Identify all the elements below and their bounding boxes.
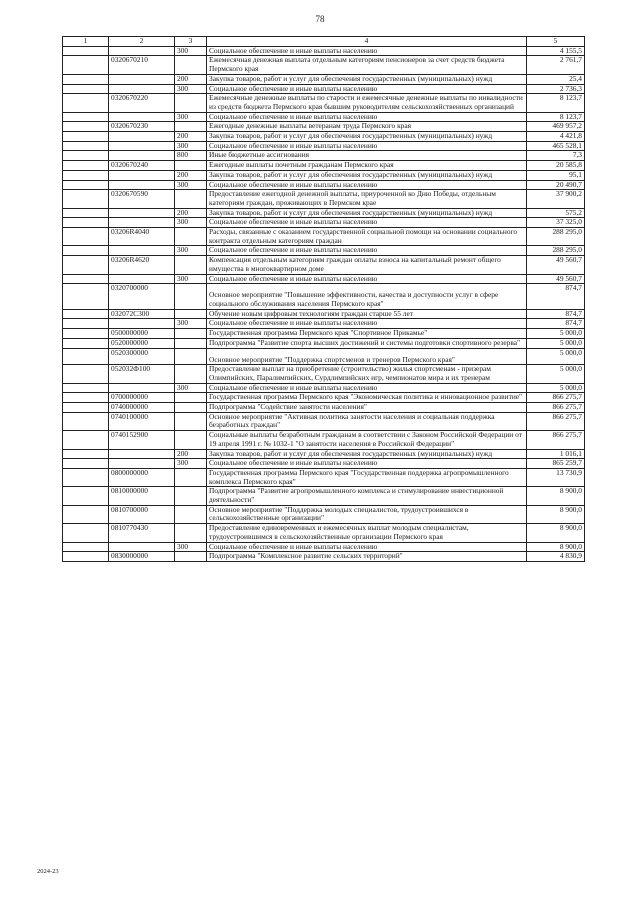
amount-value: 8 123,7: [527, 94, 585, 112]
empty-cell: [63, 122, 109, 132]
item-description: Основное мероприятие "Активная политика занятости населения и социальная поддержка безработных граждан": [207, 412, 527, 430]
empty-cell: [63, 141, 109, 151]
amount-value: 49 560,7: [527, 256, 585, 274]
expense-type-code: [175, 94, 207, 112]
item-description: Иные бюджетные ассигнования: [207, 151, 527, 161]
expense-type-code: 300: [175, 459, 207, 469]
item-description: Закупка товаров, работ и услуг для обеспечения государственных (муниципальных) нужд: [207, 449, 527, 459]
amount-value: 37 325,0: [527, 218, 585, 228]
table-row: [63, 431, 585, 449]
amount-value: 7,3: [527, 151, 585, 161]
expense-type-code: [175, 122, 207, 132]
empty-cell: [63, 505, 109, 523]
item-description: Подпрограмма "Развитие агропромышленного комплекса и стимулирование инвестиционной деятельности": [207, 487, 527, 505]
amount-value: 5 000,0: [527, 383, 585, 393]
budget-table: [62, 36, 585, 562]
expense-type-code: [175, 228, 207, 246]
amount-value: 288 295,0: [527, 228, 585, 246]
table-row: [63, 319, 585, 329]
expense-type-code: [175, 309, 207, 319]
amount-value: 1 016,1: [527, 449, 585, 459]
empty-cell: [63, 393, 109, 403]
empty-cell: [63, 468, 109, 486]
item-description: Социальное обеспечение и иные выплаты населению: [207, 218, 527, 228]
target-article-code: [109, 151, 175, 161]
expense-type-code: [175, 338, 207, 348]
amount-value: 37 900,2: [527, 190, 585, 208]
expense-type-code: 300: [175, 319, 207, 329]
table-row: [63, 112, 585, 122]
table-row: [63, 329, 585, 339]
table-row: [63, 74, 585, 84]
target-article-code: 0320670220: [109, 94, 175, 112]
empty-cell: [63, 132, 109, 142]
empty-cell: [63, 256, 109, 274]
amount-value: 5 000,0: [527, 365, 585, 383]
expense-type-code: 300: [175, 84, 207, 94]
target-article-code: 0320700000: [109, 284, 175, 309]
amount-value: 866 275,7: [527, 431, 585, 449]
empty-cell: [63, 56, 109, 74]
target-article-code: 03206R4620: [109, 256, 175, 274]
item-description: Социальное обеспечение и иные выплаты населению: [207, 84, 527, 94]
item-description: Обучение новым цифровым технологиям граждан старше 55 лет: [207, 309, 527, 319]
expense-type-code: 300: [175, 383, 207, 393]
table-row: [63, 412, 585, 430]
expense-type-code: 300: [175, 542, 207, 552]
item-description: Социальное обеспечение и иные выплаты населению: [207, 274, 527, 284]
item-description: Ежемесячные денежные выплаты по старости и ежемесячные денежные выплаты по инвалидности из средств бюджета Пермского края бывшим руководителям сельскохозяйственных организаций: [207, 94, 527, 112]
amount-value: 5 000,0: [527, 348, 585, 365]
empty-cell: [63, 74, 109, 84]
target-article-code: [109, 46, 175, 56]
empty-cell: [63, 46, 109, 56]
table-row: [63, 338, 585, 348]
expense-type-code: [175, 56, 207, 74]
target-article-code: 052032Ф100: [109, 365, 175, 383]
target-article-code: [109, 218, 175, 228]
expense-type-code: 300: [175, 218, 207, 228]
amount-value: 8 123,7: [527, 112, 585, 122]
amount-value: 865 259,7: [527, 459, 585, 469]
expense-type-code: 300: [175, 246, 207, 256]
expense-type-code: [175, 256, 207, 274]
table-row: [63, 246, 585, 256]
table-row: [63, 348, 585, 365]
item-description: Закупка товаров, работ и услуг для обеспечения государственных (муниципальных) нужд: [207, 74, 527, 84]
item-description: Социальное обеспечение и иные выплаты населению: [207, 383, 527, 393]
empty-cell: [63, 365, 109, 383]
empty-cell: [63, 552, 109, 562]
table-row: [63, 46, 585, 56]
empty-cell: [63, 449, 109, 459]
amount-value: 20 585,8: [527, 161, 585, 171]
table-header-row: [63, 37, 585, 47]
expense-type-code: [175, 348, 207, 365]
amount-value: 874,7: [527, 309, 585, 319]
amount-value: 8 900,0: [527, 542, 585, 552]
target-article-code: 032072C300: [109, 309, 175, 319]
target-article-code: [109, 383, 175, 393]
empty-cell: [63, 309, 109, 319]
empty-cell: [63, 383, 109, 393]
table-row: [63, 393, 585, 403]
empty-cell: [63, 542, 109, 552]
item-description: Социальные выплаты безработным гражданам в соответствии с Законом Российской Федерации от 19 апреля 1991 г. № 1032-1 "О занятости населения в Российской Федерации": [207, 431, 527, 449]
empty-cell: [63, 329, 109, 339]
target-article-code: 03206R4040: [109, 228, 175, 246]
amount-value: 5 000,0: [527, 329, 585, 339]
table-row: [63, 161, 585, 171]
item-description: Компенсация отдельным категориям граждан оплаты взноса на капитальный ремонт общего имущества в многоквартирном доме: [207, 256, 527, 274]
table-row: [63, 284, 585, 309]
table-row: [63, 365, 585, 383]
expense-type-code: [175, 329, 207, 339]
empty-cell: [63, 151, 109, 161]
item-description: Государственная программа Пермского края "Спортивное Прикамье": [207, 329, 527, 339]
target-article-code: 0320670590: [109, 190, 175, 208]
empty-cell: [63, 218, 109, 228]
item-description: Предоставление выплат на приобретение (строительство) жилья спортсменам - призерам Олимпийских, Паралимпийских, Сурдлимпийских игр, чемпионатов мира и их тренерам: [207, 365, 527, 383]
empty-cell: [63, 431, 109, 449]
item-description: Расходы, связанные с оказанием государственной социальной помощи на основании социального контракта отдельным категориям граждан: [207, 228, 527, 246]
item-description: Социальное обеспечение и иные выплаты населению: [207, 542, 527, 552]
item-description: Основное мероприятие "Поддержка спортсменов и тренеров Пермского края": [207, 348, 527, 365]
header-col-3: 3: [175, 37, 207, 47]
item-description: Закупка товаров, работ и услуг для обеспечения государственных (муниципальных) нужд: [207, 208, 527, 218]
expense-type-code: 300: [175, 46, 207, 56]
expense-type-code: [175, 393, 207, 403]
empty-cell: [63, 284, 109, 309]
item-description: Закупка товаров, работ и услуг для обеспечения государственных (муниципальных) нужд: [207, 132, 527, 142]
target-article-code: [109, 449, 175, 459]
table-row: [63, 180, 585, 190]
expense-type-code: 200: [175, 170, 207, 180]
table-row: [63, 468, 585, 486]
empty-cell: [63, 190, 109, 208]
empty-cell: [63, 208, 109, 218]
expense-type-code: [175, 487, 207, 505]
item-description: Подпрограмма "Развитие спорта высших достижений и системы подготовки спортивного резерва": [207, 338, 527, 348]
amount-value: 95,1: [527, 170, 585, 180]
empty-cell: [63, 170, 109, 180]
header-col-2: 2: [109, 37, 175, 47]
target-article-code: 0740152900: [109, 431, 175, 449]
expense-type-code: [175, 505, 207, 523]
expense-type-code: 300: [175, 141, 207, 151]
empty-cell: [63, 348, 109, 365]
table-row: [63, 141, 585, 151]
target-article-code: 0320670230: [109, 122, 175, 132]
table-row: [63, 56, 585, 74]
expense-type-code: [175, 190, 207, 208]
expense-type-code: 300: [175, 180, 207, 190]
table-row: [63, 132, 585, 142]
empty-cell: [63, 84, 109, 94]
empty-cell: [63, 524, 109, 542]
target-article-code: 0810000000: [109, 487, 175, 505]
table-row: [63, 84, 585, 94]
target-article-code: 0800000000: [109, 468, 175, 486]
item-description: Государственная программа Пермского края "Экономическая политика и инновационное развитие": [207, 393, 527, 403]
table-row: [63, 274, 585, 284]
table-row: [63, 542, 585, 552]
target-article-code: 0700000000: [109, 393, 175, 403]
expense-type-code: [175, 161, 207, 171]
empty-cell: [63, 412, 109, 430]
target-article-code: [109, 141, 175, 151]
target-article-code: [109, 459, 175, 469]
table-row: [63, 487, 585, 505]
target-article-code: [109, 180, 175, 190]
empty-cell: [63, 112, 109, 122]
table-row: [63, 151, 585, 161]
target-article-code: [109, 246, 175, 256]
amount-value: 575,2: [527, 208, 585, 218]
header-col-4: 4: [207, 37, 527, 47]
item-description: Основное мероприятие "Поддержка молодых специалистов, трудоустроившихся в сельскохозяйственные организации": [207, 505, 527, 523]
table-row: [63, 218, 585, 228]
amount-value: 866 275,7: [527, 412, 585, 430]
expense-type-code: 300: [175, 274, 207, 284]
expense-type-code: [175, 365, 207, 383]
target-article-code: 0810770430: [109, 524, 175, 542]
target-article-code: 0520300000: [109, 348, 175, 365]
item-description: Социальное обеспечение и иные выплаты населению: [207, 459, 527, 469]
table-row: [63, 170, 585, 180]
amount-value: 2 761,7: [527, 56, 585, 74]
item-description: Ежегодные денежные выплаты ветеранам труда Пермского края: [207, 122, 527, 132]
expense-type-code: 200: [175, 208, 207, 218]
item-description: Основное мероприятие "Повышение эффективности, качества и доступности услуг в сфере социального обслуживания населения Пермского края": [207, 284, 527, 309]
expense-type-code: 300: [175, 112, 207, 122]
target-article-code: [109, 112, 175, 122]
target-article-code: 0520000000: [109, 338, 175, 348]
item-description: Предоставление единовременных и ежемесячных выплат молодым специалистам, трудоустроившимся в сельскохозяйственные организации Пермского края: [207, 524, 527, 542]
target-article-code: 0740000000: [109, 403, 175, 413]
table-row: [63, 459, 585, 469]
item-description: Подпрограмма "Содействие занятости населения": [207, 403, 527, 413]
item-description: Социальное обеспечение и иные выплаты населению: [207, 112, 527, 122]
table-row: [63, 383, 585, 393]
table-row: [63, 208, 585, 218]
amount-value: 866 275,7: [527, 393, 585, 403]
table-row: [63, 94, 585, 112]
amount-value: 874,7: [527, 319, 585, 329]
table-row: [63, 449, 585, 459]
empty-cell: [63, 319, 109, 329]
target-article-code: 0320670240: [109, 161, 175, 171]
expense-type-code: 800: [175, 151, 207, 161]
target-article-code: [109, 274, 175, 284]
table-row: [63, 552, 585, 562]
expense-type-code: 200: [175, 74, 207, 84]
item-description: Предоставление ежегодной денежной выплаты, приуроченной ко Дню Победы, отдельным категориям граждан, проживающих в Пермском крае: [207, 190, 527, 208]
item-description: Государственная программа Пермского края "Государственная поддержка агропромышленного комплекса Пермского края": [207, 468, 527, 486]
expense-type-code: [175, 552, 207, 562]
target-article-code: 0830000000: [109, 552, 175, 562]
table-row: [63, 122, 585, 132]
target-article-code: [109, 74, 175, 84]
empty-cell: [63, 94, 109, 112]
amount-value: 2 736,3: [527, 84, 585, 94]
expense-type-code: [175, 403, 207, 413]
empty-cell: [63, 180, 109, 190]
table-row: [63, 505, 585, 523]
item-description: Социальное обеспечение и иные выплаты населению: [207, 246, 527, 256]
amount-value: 8 900,0: [527, 487, 585, 505]
table-row: [63, 190, 585, 208]
amount-value: 465 528,1: [527, 141, 585, 151]
item-description: Ежегодные выплаты почетным гражданам Пермского края: [207, 161, 527, 171]
expense-type-code: [175, 284, 207, 309]
empty-cell: [63, 274, 109, 284]
target-article-code: [109, 84, 175, 94]
empty-cell: [63, 338, 109, 348]
expense-type-code: [175, 431, 207, 449]
target-article-code: 0320670210: [109, 56, 175, 74]
amount-value: 288 295,0: [527, 246, 585, 256]
target-article-code: [109, 542, 175, 552]
header-col-1: 1: [63, 37, 109, 47]
item-description: Закупка товаров, работ и услуг для обеспечения государственных (муниципальных) нужд: [207, 170, 527, 180]
table-row: [63, 309, 585, 319]
amount-value: 4 155,5: [527, 46, 585, 56]
item-description: Социальное обеспечение и иные выплаты населению: [207, 141, 527, 151]
amount-value: 469 957,2: [527, 122, 585, 132]
empty-cell: [63, 459, 109, 469]
target-article-code: [109, 208, 175, 218]
item-description: Социальное обеспечение и иные выплаты населению: [207, 319, 527, 329]
amount-value: 5 000,0: [527, 338, 585, 348]
table-row: [63, 403, 585, 413]
table-body: [63, 46, 585, 561]
amount-value: 866 275,7: [527, 403, 585, 413]
amount-value: 8 900,0: [527, 524, 585, 542]
amount-value: 4 421,8: [527, 132, 585, 142]
item-description: Подпрограмма "Комплексное развитие сельских территорий": [207, 552, 527, 562]
empty-cell: [63, 246, 109, 256]
empty-cell: [63, 228, 109, 246]
expense-type-code: 200: [175, 132, 207, 142]
amount-value: 13 730,9: [527, 468, 585, 486]
target-article-code: [109, 319, 175, 329]
empty-cell: [63, 487, 109, 505]
target-article-code: 0500000000: [109, 329, 175, 339]
amount-value: 8 900,0: [527, 505, 585, 523]
expense-type-code: 200: [175, 449, 207, 459]
empty-cell: [63, 161, 109, 171]
table-row: [63, 524, 585, 542]
target-article-code: 0740100000: [109, 412, 175, 430]
expense-type-code: [175, 468, 207, 486]
amount-value: 874,7: [527, 284, 585, 309]
table-row: [63, 228, 585, 246]
target-article-code: [109, 170, 175, 180]
item-description: Ежемесячная денежная выплата отдельным категориям пенсионеров за счет средств бюджета Пермского края: [207, 56, 527, 74]
item-description: Социальное обеспечение и иные выплаты населению: [207, 180, 527, 190]
footer-code: 2024-23: [37, 868, 59, 875]
table-row: [63, 256, 585, 274]
empty-cell: [63, 403, 109, 413]
page-number: 78: [315, 14, 325, 24]
expense-type-code: [175, 412, 207, 430]
expense-type-code: [175, 524, 207, 542]
amount-value: 49 560,7: [527, 274, 585, 284]
header-col-5: 5: [527, 37, 585, 47]
amount-value: 20 490,7: [527, 180, 585, 190]
amount-value: 4 830,9: [527, 552, 585, 562]
target-article-code: [109, 132, 175, 142]
item-description: Социальное обеспечение и иные выплаты населению: [207, 46, 527, 56]
amount-value: 25,4: [527, 74, 585, 84]
target-article-code: 0810700000: [109, 505, 175, 523]
